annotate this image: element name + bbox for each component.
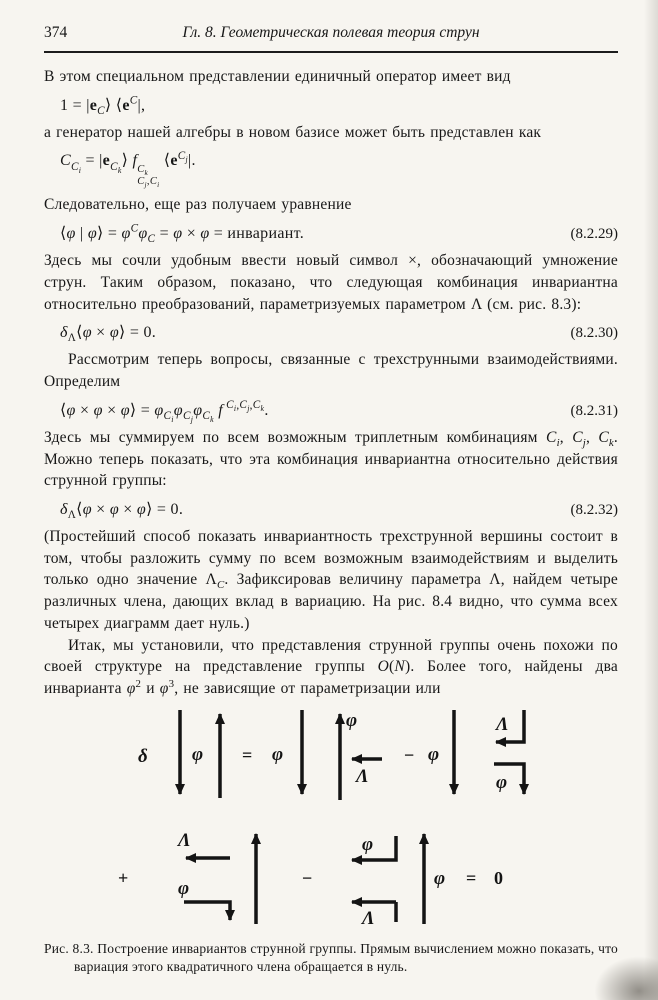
chapter-header: Гл. 8. Геометрическая полевая теория струн (182, 24, 480, 41)
figure-8-3-diagram (100, 704, 530, 932)
minus-sign: − (302, 867, 313, 888)
zero-label: 0 (494, 867, 503, 888)
equation-identity (44, 95, 618, 115)
phi-label: φ (346, 709, 358, 731)
diagram-term-split-string (428, 710, 524, 794)
phi-label: φ (496, 771, 508, 793)
page-body (44, 66, 618, 700)
plus-sign: + (118, 867, 129, 888)
equation-body: $\delta_\Lambda⟨\varphi \times \varphi$ × φ⟩ = 0. (60, 499, 184, 522)
paragraph-3: Следовательно, еще раз получаем уравнение (44, 196, 352, 214)
paragraph-1: В этом специальном представлении единичный оператор имеет вид (44, 68, 511, 85)
lambda-label: Λ (178, 829, 191, 851)
minus-sign: − (404, 744, 415, 765)
phi-label: φ (434, 867, 446, 889)
equation-8-2-31 (44, 399, 618, 425)
paragraph-5: Рассмотрим теперь вопросы, связанные с трехструнными взаимодействиями. Определим (44, 351, 618, 390)
figure-caption: Рис. 8.3. Построение инвариантов струнной группы. Прямым вычислением можно показать, что вариация этого квадратичного члена обращается в нуль. (44, 940, 618, 975)
paragraph-8: Итак, мы установили, что представления струнной группы очень похожи по своей структуре на представление группы O(N). Более того, найдены два инварианта $\varphi^2$ и $\varphi^3$, не зависящие от параметризации или (44, 636, 619, 697)
header-rule (44, 51, 618, 53)
equation-body: $\delta_\Lambda⟨\varphi$ × φ⟩ = 0. (60, 322, 157, 345)
phi-label: φ (272, 743, 284, 765)
phi-elbow (184, 902, 230, 920)
page-number: 374 (44, 24, 68, 41)
figure-8-3 (44, 704, 618, 977)
equals-zero (466, 868, 503, 888)
equation-generator (44, 150, 618, 190)
phi-label: φ (192, 743, 204, 765)
equation-number: (8.2.29) (570, 226, 618, 243)
equation-8-2-30 (44, 322, 618, 345)
diagram-term-lambda-left (176, 830, 256, 924)
equals-sign: = (242, 744, 253, 765)
phi-label: φ (428, 743, 440, 765)
equation-number: (8.2.31) (570, 402, 618, 419)
equation-body: ⟨φ × φ × φ⟩ = $\varphi_{C_i}\varphi_{C_j}\varphi_{C_k}$ f $^{C_i,C_j,C_k}$. (60, 399, 269, 425)
equals-sign: = (466, 867, 477, 888)
equation-8-2-32 (44, 499, 618, 522)
paragraph-6: Здесь мы суммируем по всем возможным триплетным комбинациям $C_i$, $C_j$, $C_k$. Можно теперь показать, что эта комбинация инвариантна относительно действия струнной группы: (44, 429, 618, 490)
lambda-label: Λ (356, 765, 369, 787)
lambda-label: Λ (496, 713, 509, 735)
equation-number: (8.2.32) (570, 502, 618, 519)
paragraph-2: а генератор нашей алгебры в новом базисе может быть представлен как (44, 123, 542, 141)
equation-body: $C_{C_i}$ = $|e_{C_k}⟩$ f $C_k$ $C_j,C_i$ $⟨e^{C_j}|$. (60, 150, 196, 190)
page-header (44, 24, 618, 46)
equation-8-2-29 (44, 222, 618, 246)
paragraph-4: Здесь мы сочли удобным ввести новый символ ×, обозначающий умножение струн. Таким образом, показано, что следующая комбинация инвариантна относительно преобразований, параметризуемых параметром Λ (см. рис. 8.3): (44, 252, 618, 313)
diagram-term-lambda-right (272, 710, 382, 800)
delta-label: δ (138, 745, 148, 767)
phi-label: φ (362, 833, 374, 855)
equation-body: $1 = |e_C⟩$ $⟨e^C|$, (60, 94, 146, 117)
phi-label: φ (178, 877, 190, 899)
diagram-delta-term (138, 710, 220, 798)
equation-number: (8.2.30) (570, 325, 618, 342)
equation-body: ⟨φ | φ⟩ = $\varphi^C\varphi_C = \varphi \times \varphi$ = инвариант. (60, 222, 304, 246)
lambda-label: Λ (362, 907, 375, 929)
paragraph-7: (Простейший способ показать инвариантность трехструнной вершины состоит в том, чтобы разложить сумму по всем возможным взаимодействиям и выделить только одно значение $\Lambda_C$. Зафиксировав величину параметра Λ, найдем четыре различных члена, дающих вклад в вариацию. На рис. 8.4 видно, что сумма всех четырех диаграмм дает нуль.) (44, 528, 619, 632)
phi-elbow (352, 833, 396, 860)
diagram-term-split-string-left (352, 834, 445, 929)
